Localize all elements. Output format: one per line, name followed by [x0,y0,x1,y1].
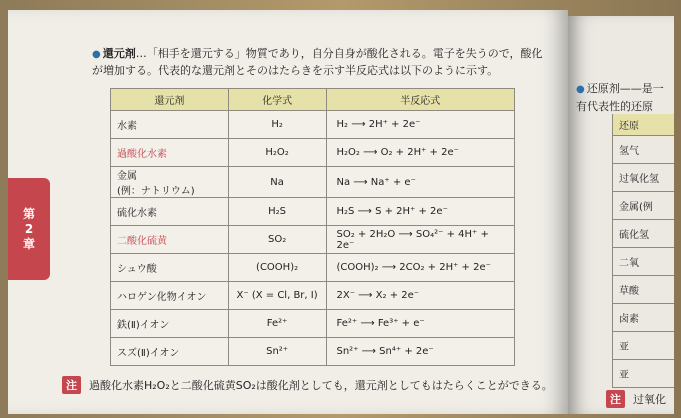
agent-cell: 過酸化水素 [111,139,229,167]
table-row [111,254,515,282]
formula-cell: Fe²⁺ [228,310,326,338]
intro-paragraph [92,46,562,78]
note [62,376,562,394]
right-page [568,16,674,414]
right-column-header: 还原 [612,114,674,136]
right-list-item: 硫化氢 [612,220,674,248]
header-formula: 化学式 [228,89,326,111]
reaction-cell: (COOH)₂ ⟶ 2CO₂ + 2H⁺ + 2e⁻ [326,254,515,282]
formula-cell: X⁻ (X = Cl, Br, I) [228,282,326,310]
reducing-agents-table [110,88,515,366]
bullet-icon: ● [576,84,585,95]
note-badge: 注 [62,376,81,394]
agent-cell: 鉄(Ⅱ)イオン [111,310,229,338]
right-heading [576,80,664,96]
table-row [111,310,515,338]
right-table-column [612,114,674,388]
table-header-row [111,89,515,111]
header-agent: 還元剤 [111,89,229,111]
agent-cell: 金属 (例：ナトリウム) [111,167,229,198]
agent-cell: ハロゲン化物イオン [111,282,229,310]
right-list-item: 二氧 [612,248,674,276]
reaction-cell: H₂ ⟶ 2H⁺ + 2e⁻ [326,111,515,139]
right-list-item: 草酸 [612,276,674,304]
right-note [606,390,666,408]
reaction-cell: Fe²⁺ ⟶ Fe³⁺ + e⁻ [326,310,515,338]
reaction-cell: H₂O₂ ⟶ O₂ + 2H⁺ + 2e⁻ [326,139,515,167]
reaction-cell: Na ⟶ Na⁺ + e⁻ [326,167,515,198]
formula-cell: Sn²⁺ [228,338,326,366]
chapter-tab-number: 2 [24,221,34,236]
agent-cell: 二酸化硫黄 [111,226,229,254]
chapter-tab-char: 章 [22,236,35,251]
formula-cell: SO₂ [228,226,326,254]
right-heading-text: 还原剂——是一 [586,82,664,95]
table-row [111,338,515,366]
note-badge: 注 [606,390,625,408]
right-list-item: 卤素 [612,304,674,332]
formula-cell: H₂O₂ [228,139,326,167]
agent-cell: 水素 [111,111,229,139]
chapter-tab [8,178,50,280]
formula-cell: H₂ [228,111,326,139]
right-list-item: 氢气 [612,136,674,164]
table-row [111,226,515,254]
right-note-text: 过氧化 [633,393,666,406]
agent-cell: スズ(Ⅱ)イオン [111,338,229,366]
agent-cell: シュウ酸 [111,254,229,282]
intro-term: 還元剤 [102,47,136,60]
bullet-icon: ● [92,49,101,60]
table-row [111,139,515,167]
reaction-cell: SO₂ + 2H₂O ⟶ SO₄²⁻ + 4H⁺ + 2e⁻ [326,226,515,254]
intro-line1-text: …「相手を還元する」物質であり，自分自身が酸化される。電子を失うので，酸化 [135,47,543,60]
right-list-item: 金属(例 [612,192,674,220]
table-row [111,167,515,198]
right-list-item: 亚 [612,332,674,360]
table-row [111,111,515,139]
right-list-item: 亚 [612,360,674,388]
chapter-tab-char: 第 [22,206,35,221]
table-row [111,282,515,310]
formula-cell: (COOH)₂ [228,254,326,282]
reaction-cell: Sn²⁺ ⟶ Sn⁴⁺ + 2e⁻ [326,338,515,366]
intro-line2-text: が増加する。代表的な還元剤とそのはたらきを示す半反応式は以下のように示す。 [92,63,499,77]
table-row [111,198,515,226]
table-body [111,111,515,366]
note-text: 過酸化水素H₂O₂と二酸化硫黄SO₂は酸化剤としても，還元剤としてもはたらくことができる。 [89,379,553,392]
header-reaction: 半反応式 [326,89,515,111]
right-list-item: 过氧化氢 [612,164,674,192]
right-subheading: 有代表性的还原 [576,100,653,113]
intro-line [92,46,562,63]
agent-cell: 硫化水素 [111,198,229,226]
reaction-cell: H₂S ⟶ S + 2H⁺ + 2e⁻ [326,198,515,226]
formula-cell: Na [228,167,326,198]
formula-cell: H₂S [228,198,326,226]
reaction-cell: 2X⁻ ⟶ X₂ + 2e⁻ [326,282,515,310]
